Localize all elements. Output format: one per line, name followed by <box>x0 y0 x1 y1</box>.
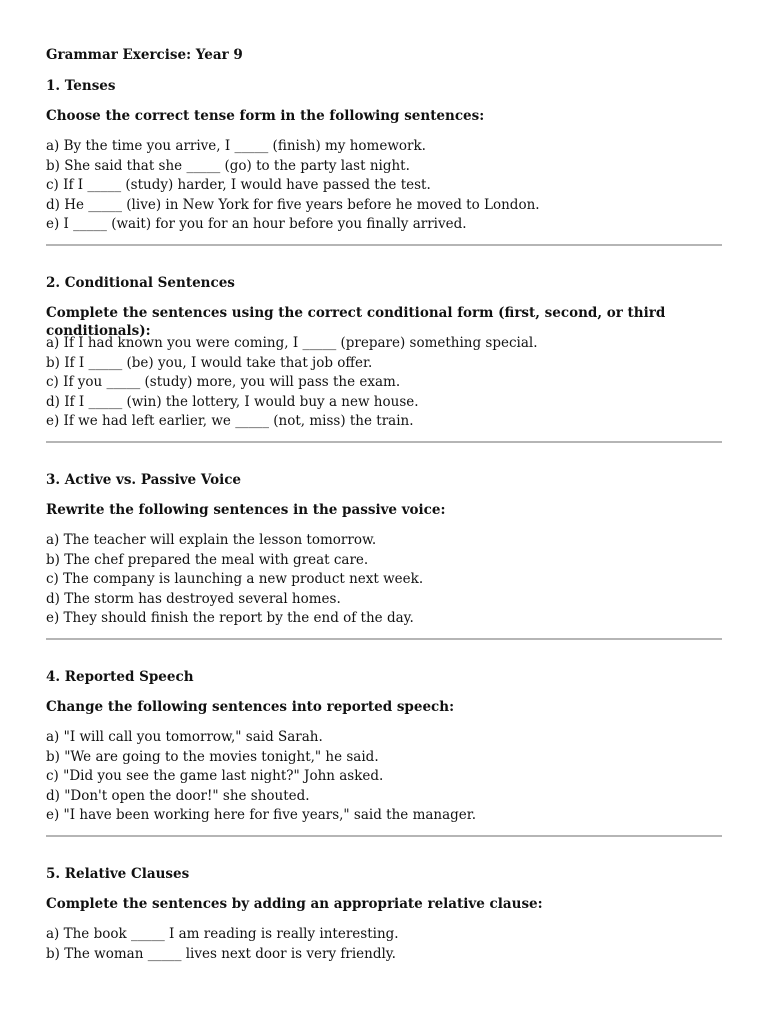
section-divider <box>46 638 722 640</box>
document-title: Grammar Exercise: Year 9 <box>46 47 243 63</box>
exercise-item: d) "Don't open the door!" she shouted. <box>46 787 310 804</box>
exercise-list <box>46 137 722 235</box>
exercise-item: b) "We are going to the movies tonight," he said. <box>46 748 379 765</box>
section-divider <box>46 835 722 837</box>
section-divider <box>46 441 722 443</box>
section-conditional-sentences <box>46 274 722 432</box>
exercise-item: a) By the time you arrive, I _____ (finish) my homework. <box>46 138 426 154</box>
section-tenses <box>46 77 722 235</box>
section-instruction: Choose the correct tense form in the following sentences: <box>46 108 485 124</box>
exercise-item: a) If I had known you were coming, I _____ (prepare) something special. <box>46 335 538 351</box>
section-heading: 3. Active vs. Passive Voice <box>46 472 242 488</box>
exercise-item: c) The company is launching a new product next week. <box>46 571 424 588</box>
exercise-item: c) If I _____ (study) harder, I would have passed the test. <box>46 177 431 194</box>
exercise-item: b) She said that she _____ (go) to the party last night. <box>46 157 410 174</box>
section-instruction: Change the following sentences into reported speech: <box>46 699 455 715</box>
exercise-item: e) They should finish the report by the end of the day. <box>46 610 414 627</box>
section-heading: 4. Reported Speech <box>46 669 194 685</box>
section-heading: 1. Tenses <box>46 78 116 94</box>
section-instruction: Complete the sentences by adding an appropriate relative clause: <box>46 896 543 912</box>
section-instruction: Rewrite the following sentences in the passive voice: <box>46 502 446 518</box>
exercise-item: d) He _____ (live) in New York for five years before he moved to London. <box>46 196 540 213</box>
exercise-item: c) "Did you see the game last night?" John asked. <box>46 768 384 785</box>
exercise-item: b) The chef prepared the meal with great care. <box>46 551 369 568</box>
exercise-item: e) "I have been working here for five years," said the manager. <box>46 807 477 824</box>
exercise-list <box>46 334 722 432</box>
exercise-item: e) If we had left earlier, we _____ (not, miss) the train. <box>46 413 414 430</box>
section-reported-speech <box>46 668 722 826</box>
exercise-item: e) I _____ (wait) for you for an hour before you finally arrived. <box>46 216 467 233</box>
exercise-list <box>46 531 722 629</box>
exercise-list <box>46 728 722 826</box>
exercise-item: c) If you _____ (study) more, you will pass the exam. <box>46 374 401 391</box>
section-passive-voice <box>46 471 722 629</box>
exercise-list <box>46 925 722 964</box>
exercise-item: a) "I will call you tomorrow," said Sarah. <box>46 729 323 745</box>
exercise-item: b) If I _____ (be) you, I would take that job offer. <box>46 354 373 371</box>
exercise-item: b) The woman _____ lives next door is very friendly. <box>46 945 396 962</box>
section-heading: 5. Relative Clauses <box>46 866 190 882</box>
section-heading: 2. Conditional Sentences <box>46 275 235 291</box>
exercise-item: d) The storm has destroyed several homes. <box>46 590 341 607</box>
exercise-item: d) If I _____ (win) the lottery, I would buy a new house. <box>46 393 419 410</box>
section-instruction: Complete the sentences using the correct conditional form (first, second, or third conditionals): <box>46 305 666 339</box>
exercise-item: a) The book _____ I am reading is really interesting. <box>46 926 399 942</box>
section-divider <box>46 244 722 246</box>
section-relative-clauses <box>46 865 722 964</box>
exercise-item: a) The teacher will explain the lesson tomorrow. <box>46 532 377 548</box>
